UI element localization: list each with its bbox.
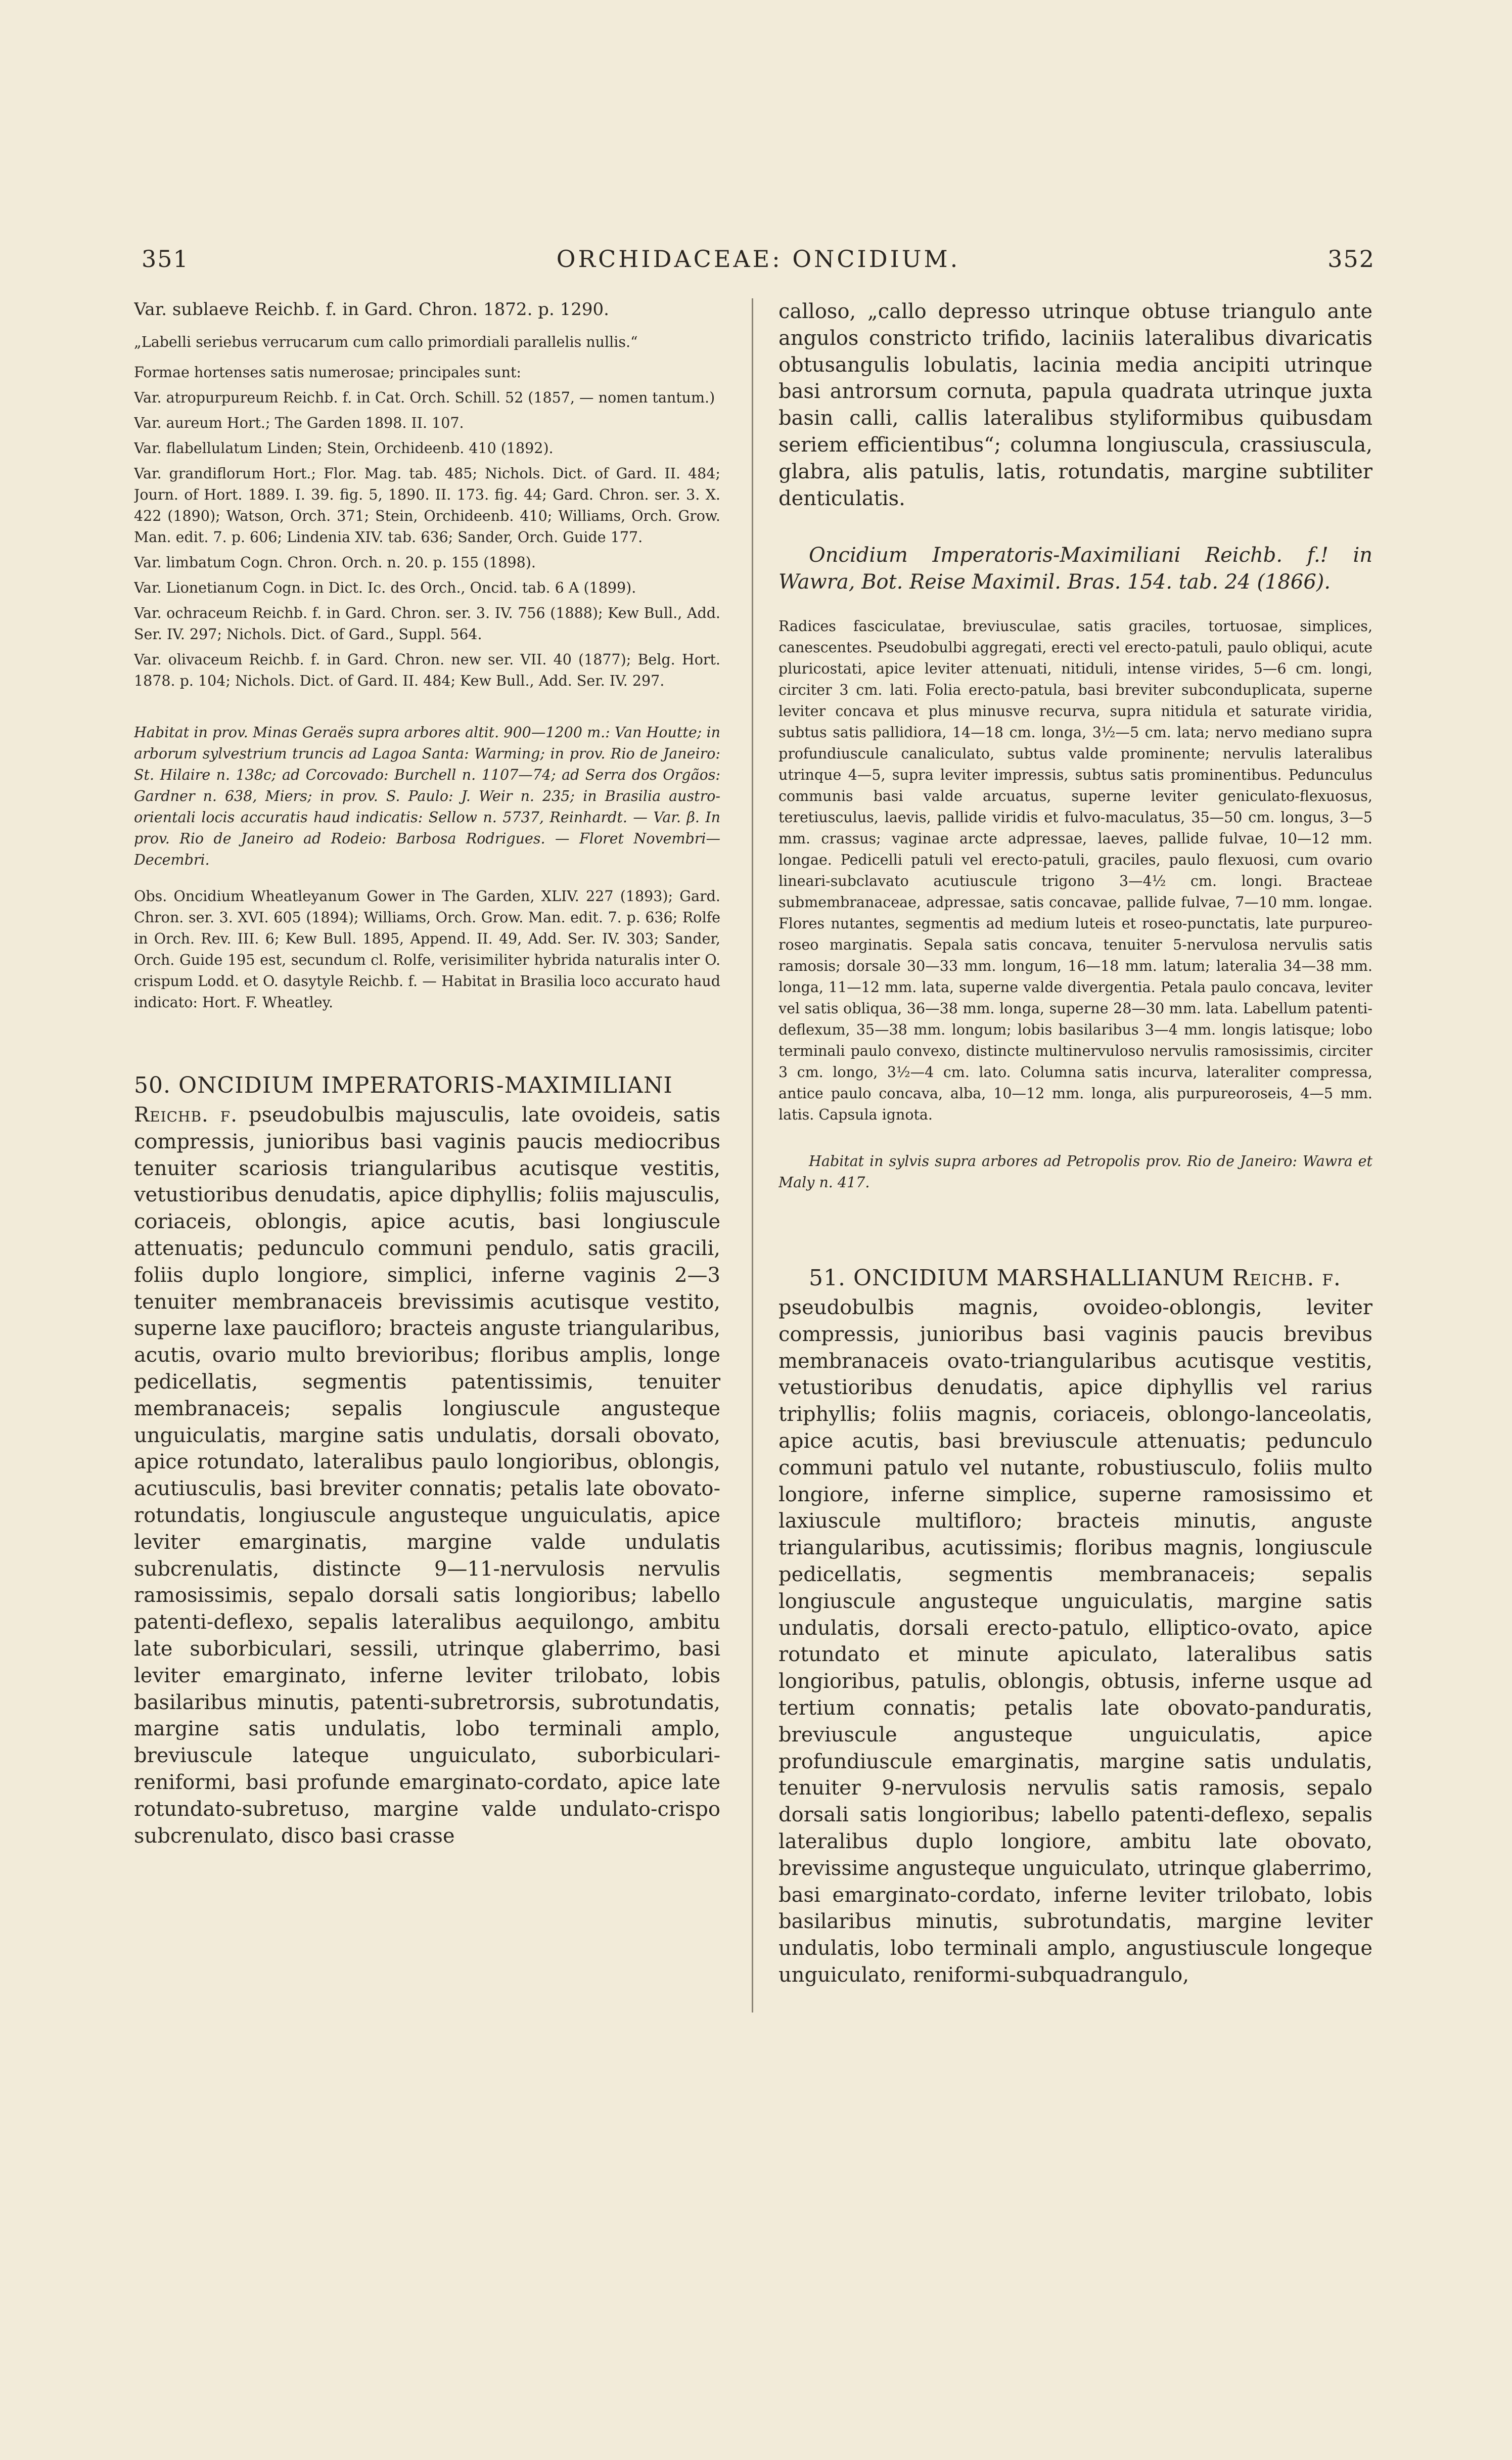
species-50-description	[134, 1102, 720, 1849]
species-51-author: Reichb. f.	[1232, 1265, 1341, 1291]
description-paragraph: Radices fasciculatae, breviusculae, satis graciles, tortuosae, simplices, canescentes. Pseudobulbi aggregati, erecti vel erecto-patuli, paulo obliqui, acute pluricostati, apice leviter attenuati, nitiduli, intense virides, 5—6 cm. longi, circiter 3 cm. lati. Folia erecto-patula, basi breviter subconduplicata, superne leviter concava et plus minusve recurva, supra nitidula et saturate viridia, subtus satis pallidiora, 14—18 cm. longa, 3½—5 cm. lata; nervo mediano supra profundiuscule canaliculato, subtus valde prominente; nervulis lateralibus utrinque 4—5, supra leviter impressis, subtus satis prominentibus. Pedunculus communis basi valde arcuatus, superne leviter geniculato-flexuosus, teretiusculus, laevis, pallide viridis et fulvo-maculatus, 35—50 cm. longus, 3—5 mm. crassus; vaginae arcte adpressae, laeves, pallide fulvae, 10—12 mm. longae. Pedicelli patuli vel erecto-patuli, graciles, paulo flexuosi, cum ovario lineari-subclavato acutiuscule trigono 3—4½ cm. longi. Bracteae submembranaceae, adpressae, satis concavae, pallide fulvae, 7—10 mm. longae. Flores nutantes, segmentis ad medium luteis et roseo-punctatis, late purpureo-roseo marginatis. Sepala satis concava, tenuiter 5-nervulosa nervulis satis ramosis; dorsale 30—33 mm. longum, 16—18 mm. latum; lateralia 34—38 mm. longa, 11—12 mm. lata, superne valde divergentia. Petala paulo concava, leviter vel satis obliqua, 36—38 mm. longa, superne 28—30 mm. lata. Labellum patenti-deflexum, 35—38 mm. longum; lobis basilaribus 3—4 mm. longis latisque; lobo terminali paulo convexo, distincte multinervuloso nervulis ramosissimis, circiter 3 cm. longo, 3½—4 cm. lato. Columna satis incurva, lateraliter compressa, antice paulo concava, alba, 10—12 mm. longa, alis purpureoroseis, 4—5 mm. latis. Capsula ignota.	[778, 617, 1372, 1123]
var-sublaeve: Var. sublaeve Reichb. f. in Gard. Chron. 1872. p. 1290.	[134, 299, 609, 320]
column-divider	[752, 298, 753, 2012]
var-limbatum: Var. limbatum Cogn. Chron. Orch. n. 20. p. 155 (1898).	[134, 554, 536, 571]
obs-paragraph: Obs. Oncidium Wheatleyanum Gower in The Garden, XLIV. 227 (1893); Gard. Chron. ser. 3. XVI. 605 (1894); Williams, Orch. Grow. Man. edit. 7. p. 636; Rolfe in Orch. Rev. III. 6; Kew Bull. 1895, Append. II. 49, Add. Ser. IV. 303; Sander, Orch. Guide 195 est, secundum cl. Rolfe, verisimiliter hybrida naturalis inter O. crispum Lodd. et O. dasytyle Reichb. f. — Habitat in Brasilia loco accurato haud indicato: Hort. F. Wheatley.	[134, 888, 720, 1011]
running-title: ORCHIDACEAE: ONCIDIUM.	[556, 245, 960, 273]
species-51-text: pseudobulbis magnis, ovoideo-oblongis, leviter compressis, junioribus basi vaginis paucis brevibus membranaceis ovato-triangularibus acutisque vestitis, vetustioribus denudatis, apice diphyllis vel rarius triphyllis; foliis magnis, coriaceis, oblongo-lanceolatis, apice acutis, basi breviuscule attenuatis; pedunculo communi patulo vel nutante, robustiusculo, foliis multo longiore, inferne simplice, superne ramosissimo et laxiuscule multifloro; bracteis minutis, anguste triangularibus, acutissimis; floribus magnis, longiuscule pedicellatis, segmentis membranaceis; sepalis longiuscule angusteque unguiculatis, margine satis undulatis, dorsali erecto-patulo, elliptico-ovato, apice rotundato et minute apiculato, lateralibus satis longioribus, patulis, oblongis, obtusis, inferne usque ad tertium connatis; petalis late obovato-panduratis, breviuscule angusteque unguiculatis, apice profundiuscule emarginatis, margine satis undulatis, tenuiter 9-nervulosis nervulis satis ramosis, sepalo dorsali satis longioribus; labello patenti-deflexo, sepalis lateralibus duplo longiore, ambitu late obovato, brevissime angusteque unguiculato, utrinque glaberrimo, basi emarginato-cordato, inferne leviter trilobato, lobis basilaribus minutis, subrotundatis, margine leviter undulatis, lobo terminali amplo, angustiuscule longeque unguiculato, reniformi-subquadrangulo,	[778, 1295, 1372, 1987]
species-51-heading: 51. ONCIDIUM MARSHALLIANUM	[809, 1265, 1225, 1291]
running-header	[142, 245, 1375, 281]
var-aureum: Var. aureum Hort.; The Garden 1898. II. 107.	[134, 415, 464, 431]
var-olivaceum: Var. olivaceum Reichb. f. in Gard. Chron. new ser. VII. 40 (1877); Belg. Hort. 1878. p. 104; Nichols. Dict. of Gard. II. 484; Kew Bull., Add. Ser. IV. 297.	[134, 651, 720, 689]
labelli-quote: „Labelli seriebus verrucarum cum callo primordiali parallelis nullis.“	[134, 334, 638, 350]
habitat-right: Habitat in sylvis supra arbores ad Petropolis prov. Rio de Janeiro: Wawra et Maly n. 417.	[778, 1152, 1372, 1191]
species-50-text: pseudobulbis majusculis, late ovoideis, satis compressis, junioribus basi vaginis paucis mediocribus tenuiter scariosis triangularibus acutisque vestitis, vetustioribus denudatis, apice diphyllis; foliis majusculis, coriaceis, oblongis, apice acutis, basi longiuscule attenuatis; pedunculo communi pendulo, satis gracili, foliis duplo longiore, simplici, inferne vaginis 2—3 tenuiter membranaceis brevissimis acutisque vestito, superne laxe paucifloro; bracteis anguste triangularibus, acutis, ovario multo brevioribus; floribus amplis, longe pedicellatis, segmentis patentissimis, tenuiter membranaceis; sepalis longiuscule angusteque unguiculatis, margine satis undulatis, dorsali obovato, apice rotundato, lateralibus paulo longioribus, oblongis, acutiusculis, basi breviter connatis; petalis late obovato-rotundatis, longiuscule angusteque unguiculatis, apice leviter emarginatis, margine valde undulatis subcrenulatis, distincte 9—11-nervulosis nervulis ramosissimis, sepalo dorsali satis longioribus; labello patenti-deflexo, sepalis lateralibus aequilongo, ambitu late suborbiculari, sessili, utrinque glaberrimo, basi leviter emarginato, inferne leviter trilobato, lobis basilaribus minutis, patenti-subretrorsis, subrotundatis, margine satis undulatis, lobo terminali amplo, breviuscule lateque unguiculato, suborbiculari-reniformi, basi profunde emarginato-cordato, apice late rotundato-subretuso, margine valde undulato-crispo subcrenulato, disco basi crasse	[134, 1103, 720, 1848]
var-lionetianum: Var. Lionetianum Cogn. in Dict. Ic. des Orch., Oncid. tab. 6 A (1899).	[134, 579, 636, 596]
formae-intro: Formae hortenses satis numerosae; principales sunt:	[134, 364, 522, 381]
species-50-heading: 50. ONCIDIUM IMPERATORIS-MAXIMILIANI	[134, 1072, 673, 1098]
var-flabellulatum: Var. flabellulatum Linden; Stein, Orchideenb. 410 (1892).	[134, 440, 554, 457]
var-atropurpureum: Var. atropurpureum Reichb. f. in Cat. Orch. Schill. 52 (1857, — nomen tantum.)	[134, 389, 715, 406]
right-column	[778, 298, 1372, 2321]
citation: Oncidium Imperatoris-Maximiliani Reichb. f.! in Wawra, Bot. Reise Maximil. Bras. 154. tab. 24 (1866).	[778, 544, 1372, 594]
page-number-left: 351	[142, 245, 189, 273]
page-number-right: 352	[1327, 245, 1375, 273]
species-50-author: Reichb. f.	[134, 1103, 238, 1127]
species-51-heading-line	[778, 1264, 1372, 1292]
var-ochraceum: Var. ochraceum Reichb. f. in Gard. Chron. ser. 3. IV. 756 (1888); Kew Bull., Add. Ser. IV. 297; Nichols. Dict. of Gard., Suppl. 564.	[134, 605, 720, 643]
var-grandiflorum: Var. grandiflorum Hort.; Flor. Mag. tab. 485; Nichols. Dict. of Gard. II. 484; Journ. of Hort. 1889. I. 39. fig. 5, 1890. II. 173. fig. 44; Gard. Chron. ser. 3. X. 422 (1890); Watson, Orch. 371; Stein, Orchideenb. 410; Williams, Orch. Grow. Man. edit. 7. p. 606; Lindenia XIV. tab. 636; Sander, Orch. Guide 177.	[134, 465, 720, 546]
habitat-left: Habitat in prov. Minas Geraës supra arbores altit. 900—1200 m.: Van Houtte; in arborum sylvestrium truncis ad Lagoa Santa: Warming; in prov. Rio de Janeiro: St. Hilaire n. 138c; ad Corcovado: Burchell n. 1107—74; ad Serra dos Orgãos: Gardner n. 638, Miers; in prov. S. Paulo: J. Weir n. 235; in Brasilia austro-orientali locis accuratis haud indicatis: Sellow n. 5737, Reinhardt. — Var. β. In prov. Rio de Janeiro ad Rodeio: Barbosa Rodrigues. — Floret Novembri—Decembri.	[134, 724, 720, 868]
left-column	[134, 298, 720, 2321]
continued-text: calloso, „callo depresso utrinque obtuse triangulo ante angulos constricto trifido, laciniis lateralibus divaricatis obtusangulis lobulatis, lacinia media ancipiti utrinque basi antrorsum cornuta, papula quadrata utrinque juxta basin calli, callis lateralibus styliformibus quibusdam seriem efficientibus“; columna longiuscula, crassiuscula, glabra, alis patulis, latis, rotundatis, margine subtiliter denticulatis.	[778, 300, 1372, 510]
